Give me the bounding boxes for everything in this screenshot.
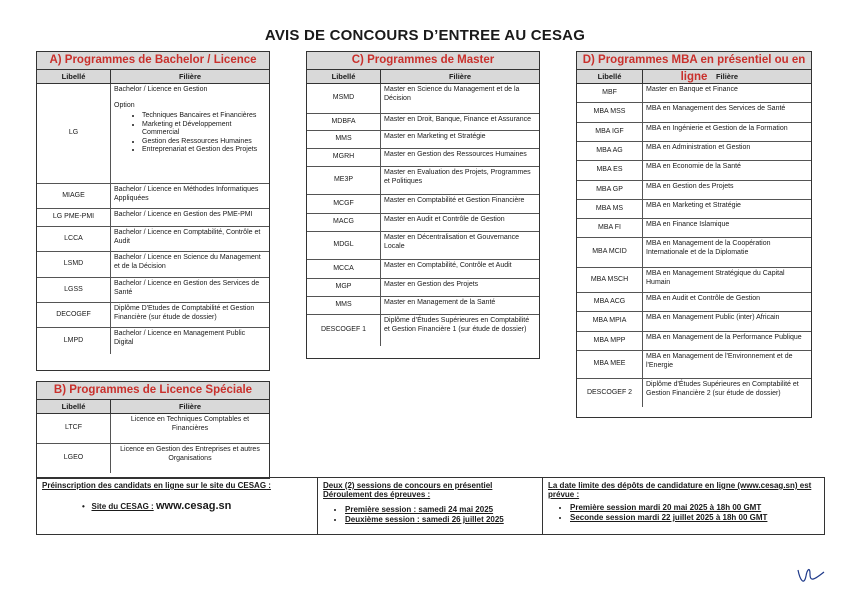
row-code: MBA ACG [577,293,643,311]
master-title: C) Programmes de Master [307,52,539,70]
row-code: MBA IGF [577,123,643,141]
table-row [37,303,269,328]
row-code: MGP [307,279,381,296]
master-table [306,51,540,359]
row-code: DESCOGEF 2 [577,379,643,407]
table-row [577,103,811,123]
filiere-text: Diplôme d’Études Supérieures en Comptabilité et Gestion Financière 1 (sur étude de dossier) [384,317,530,333]
row-filiere [381,149,539,166]
signature-mark [790,560,830,590]
row-filiere [643,84,811,102]
row-filiere [381,315,539,346]
licence-speciale-header [37,400,269,414]
table-row [577,379,811,407]
table-row [577,351,811,379]
preinscription-label: Préinscription des candidats en ligne sur le site du CESAG [42,481,267,490]
filiere-text: Master en Gestion des Projets [384,281,479,288]
sessions-list [323,505,537,525]
row-filiere [381,232,539,259]
row-filiere [111,184,269,208]
row-code: LMPD [37,328,111,354]
filiere-text: MBA en Management de l'Environnement et de l'Energie [646,353,793,369]
filiere-text: Bachelor / Licence en Gestion des PME-PMI [114,211,253,218]
filiere-text: Master en Droit, Banque, Finance et Assurance [384,116,532,123]
header-filiere: Filière [178,72,202,81]
session-item: • Première session : samedi 24 mai 2025 [345,505,537,515]
row-filiere [111,328,269,354]
row-code: DESCOGEF 1 [307,315,381,346]
filiere-text: Master en Comptabilité, Contrôle et Audit [384,262,512,269]
row-code: LG [37,84,111,183]
row-code: MBA MPP [577,332,643,350]
row-filiere [381,84,539,113]
table-row [577,84,811,103]
row-filiere [111,414,269,443]
bullet-icon: • [82,502,85,511]
filiere-text: MBA en Management de la Coopération Internationale et de la Diplomatie [646,240,771,256]
filiere-text: MBA en Economie de la Santé [646,163,741,170]
licence-speciale-table [36,381,270,479]
row-code: MBA FI [577,219,643,237]
table-row [307,84,539,114]
header-libelle: Libellé [37,70,111,83]
row-code: MBF [577,84,643,102]
row-filiere [643,181,811,199]
bachelor-table [36,51,270,371]
row-filiere [111,227,269,251]
option-item: • Marketing et Développement Commercial [142,121,266,138]
filiere-text: MBA en Management Stratégique du Capital Humain [646,270,785,286]
row-filiere [643,379,811,407]
row-filiere [643,238,811,267]
row-filiere [111,84,269,183]
filiere-text: Master en Banque et Finance [646,86,738,93]
header-libelle: Libellé [577,70,643,83]
table-row [577,161,811,181]
filiere-text: Bachelor / Licence en Comptabilité, Contrôle et Audit [114,229,261,245]
table-row [577,142,811,161]
table-row [37,328,269,354]
table-row [37,84,269,184]
row-code: MIAGE [37,184,111,208]
row-code: DECOGEF [37,303,111,327]
bachelor-title: A) Programmes de Bachelor / Licence [37,52,269,70]
filiere-text: MBA en Administration et Gestion [646,144,751,151]
row-filiere [643,332,811,350]
filiere-text: Master en Comptabilité et Gestion Financière [384,197,525,204]
table-row [577,293,811,312]
info-strip [36,477,825,535]
option-item: • Entreprenariat et Gestion des Projets [142,146,266,155]
filiere-text: MBA en Gestion des Projets [646,183,734,190]
table-row [37,184,269,209]
filiere-text: MBA en Management de la Performance Publique [646,334,802,341]
filiere-text: MBA en Ingénierie et Gestion de la Formation [646,125,788,132]
table-row [577,332,811,351]
header-filiere: Filière [715,72,739,81]
table-row [307,297,539,315]
row-filiere [643,123,811,141]
row-code: MCCA [307,260,381,278]
preinscription-heading [42,481,312,490]
row-filiere [381,195,539,213]
table-row [307,279,539,297]
mba-table [576,51,812,418]
filiere-text: Bachelor / Licence en Management Public Digital [114,330,246,346]
table-row [307,214,539,232]
table-row [577,268,811,293]
table-row [307,315,539,346]
row-code: LTCF [37,414,111,443]
table-row [307,149,539,167]
row-filiere [643,219,811,237]
deadline-item: • Première session mardi 20 mai 2025 à 18h 00 GMT [570,503,819,513]
table-row [307,131,539,149]
filiere-text: MBA en Audit et Contrôle de Gestion [646,295,761,302]
filiere-text: Bachelor / Licence en Gestion des Services de Santé [114,280,260,296]
row-filiere [111,444,269,473]
header-filiere: Filière [448,72,472,81]
sessions-heading: Deux (2) sessions de concours en présentiel [323,481,493,490]
row-filiere [381,167,539,194]
table-row [307,114,539,131]
master-header [307,70,539,84]
row-filiere [643,293,811,311]
row-code: MBA GP [577,181,643,199]
sessions-subheading: Déroulement des épreuves : [323,490,431,499]
row-filiere [643,103,811,122]
filiere-text: Diplôme d'Études Supérieures en Comptabilité et Gestion Financière 2 (sur étude de dossier) [646,381,799,397]
mba-header [577,70,811,84]
row-filiere [381,131,539,148]
page-title: AVIS DE CONCOURS D’ENTREE AU CESAG [264,27,586,44]
row-code: MBA MSCH [577,268,643,292]
table-row [37,278,269,303]
filiere-text: Master en Audit et Contrôle de Gestion [384,216,505,223]
row-code: MBA MCID [577,238,643,267]
row-code: LSMD [37,252,111,277]
filiere-text: Master en Evaluation des Projets, Programmes et Politiques [384,169,531,185]
filiere-text: Master en Marketing et Stratégie [384,133,486,140]
session-item: • Deuxième session : samedi 26 juillet 2025 [345,515,537,525]
row-code: LG PME-PMI [37,209,111,226]
row-filiere [381,297,539,314]
row-filiere [381,214,539,231]
deadline-item: • Seconde session mardi 22 juillet 2025 à 18h 00 GMT [570,513,819,523]
row-filiere [381,260,539,278]
table-row [37,252,269,278]
site-line [42,500,312,512]
sessions-panel [317,478,542,534]
header-libelle: Libellé [307,70,381,83]
filiere-text: Master en Décentralisation et Gouvernance Locale [384,234,520,250]
row-code: MGRH [307,149,381,166]
option-item: • Techniques Bancaires et Financières [142,112,266,121]
row-code: MBA MEE [577,351,643,378]
deadline-heading: La date limite des dépôts de candidature en ligne (www.cesag.sn) est prévue : [548,481,812,499]
row-code: MBA AG [577,142,643,160]
bachelor-header [37,70,269,84]
row-code: MDBFA [307,114,381,130]
filiere-text: Licence en Techniques Comptables et Financières [130,416,250,432]
row-filiere [111,303,269,327]
table-row [37,227,269,252]
table-row [577,238,811,268]
header-libelle: Libellé [37,400,111,413]
row-code: MMS [307,131,381,148]
deadline-list [548,503,819,523]
row-code: ME3P [307,167,381,194]
row-filiere [643,161,811,180]
option-item: • Gestion des Ressources Humaines [142,138,266,147]
filiere-text: MBA en Marketing et Stratégie [646,202,741,209]
filiere-text: Bachelor / Licence en Méthodes Informatiques Appliquées [114,186,259,202]
row-filiere [381,279,539,296]
deadline-panel [542,478,824,534]
filiere-text: MBA en Finance Islamique [646,221,730,228]
table-row [37,209,269,227]
row-filiere [643,200,811,218]
row-code: MDGL [307,232,381,259]
filiere-text: MBA en Management Public (inter) Africain [646,314,780,321]
row-filiere [643,312,811,331]
row-code: MBA MS [577,200,643,218]
filiere-text: Diplôme D'Etudes de Comptabilité et Gestion Financière (sur étude de dossier) [114,305,255,321]
row-code: MBA ES [577,161,643,180]
row-code: LGSS [37,278,111,302]
table-row [307,232,539,260]
filiere-text: Bachelor / Licence en Gestion [114,86,208,93]
table-row [307,167,539,195]
row-filiere [643,351,811,378]
option-label: Option [114,101,135,109]
site-url[interactable]: www.cesag.sn [155,500,232,512]
row-filiere [643,268,811,292]
row-code: MBA MPIA [577,312,643,331]
filiere-text: Master en Science du Management et de la Décision [384,86,520,102]
table-row [577,219,811,238]
filiere-text: Master en Gestion des Ressources Humaines [384,151,527,158]
table-row [577,181,811,200]
row-code: MCGF [307,195,381,213]
table-row [577,123,811,142]
filiere-text: MBA en Management des Services de Santé [646,105,786,112]
row-code: LCCA [37,227,111,251]
table-row [577,200,811,219]
row-filiere [111,252,269,277]
row-code: MMS [307,297,381,314]
site-label: Site du CESAG : [91,502,154,511]
preinscription-colon: : [266,481,271,490]
filiere-text: Licence en Gestion des Entreprises et autres Organisations [120,446,260,462]
row-code: MSMD [307,84,381,113]
row-code: LGEO [37,444,111,473]
table-row [577,312,811,332]
row-filiere [381,114,539,130]
table-row [37,444,269,473]
preinscription-panel [37,478,317,534]
table-row [307,195,539,214]
row-code: MBA MSS [577,103,643,122]
row-filiere [111,278,269,302]
table-row [307,260,539,279]
licence-speciale-title: B) Programmes de Licence Spéciale [37,382,269,400]
row-filiere [643,142,811,160]
row-code: MACG [307,214,381,231]
filiere-text: Master en Management de la Santé [384,299,496,306]
row-filiere [111,209,269,226]
mba-title: D) Programmes MBA en présentiel ou en ligne [577,52,811,70]
table-row [37,414,269,444]
option-list [114,112,266,155]
header-filiere: Filière [178,402,202,411]
filiere-text: Bachelor / Licence en Science du Management et de la Décision [114,254,261,270]
